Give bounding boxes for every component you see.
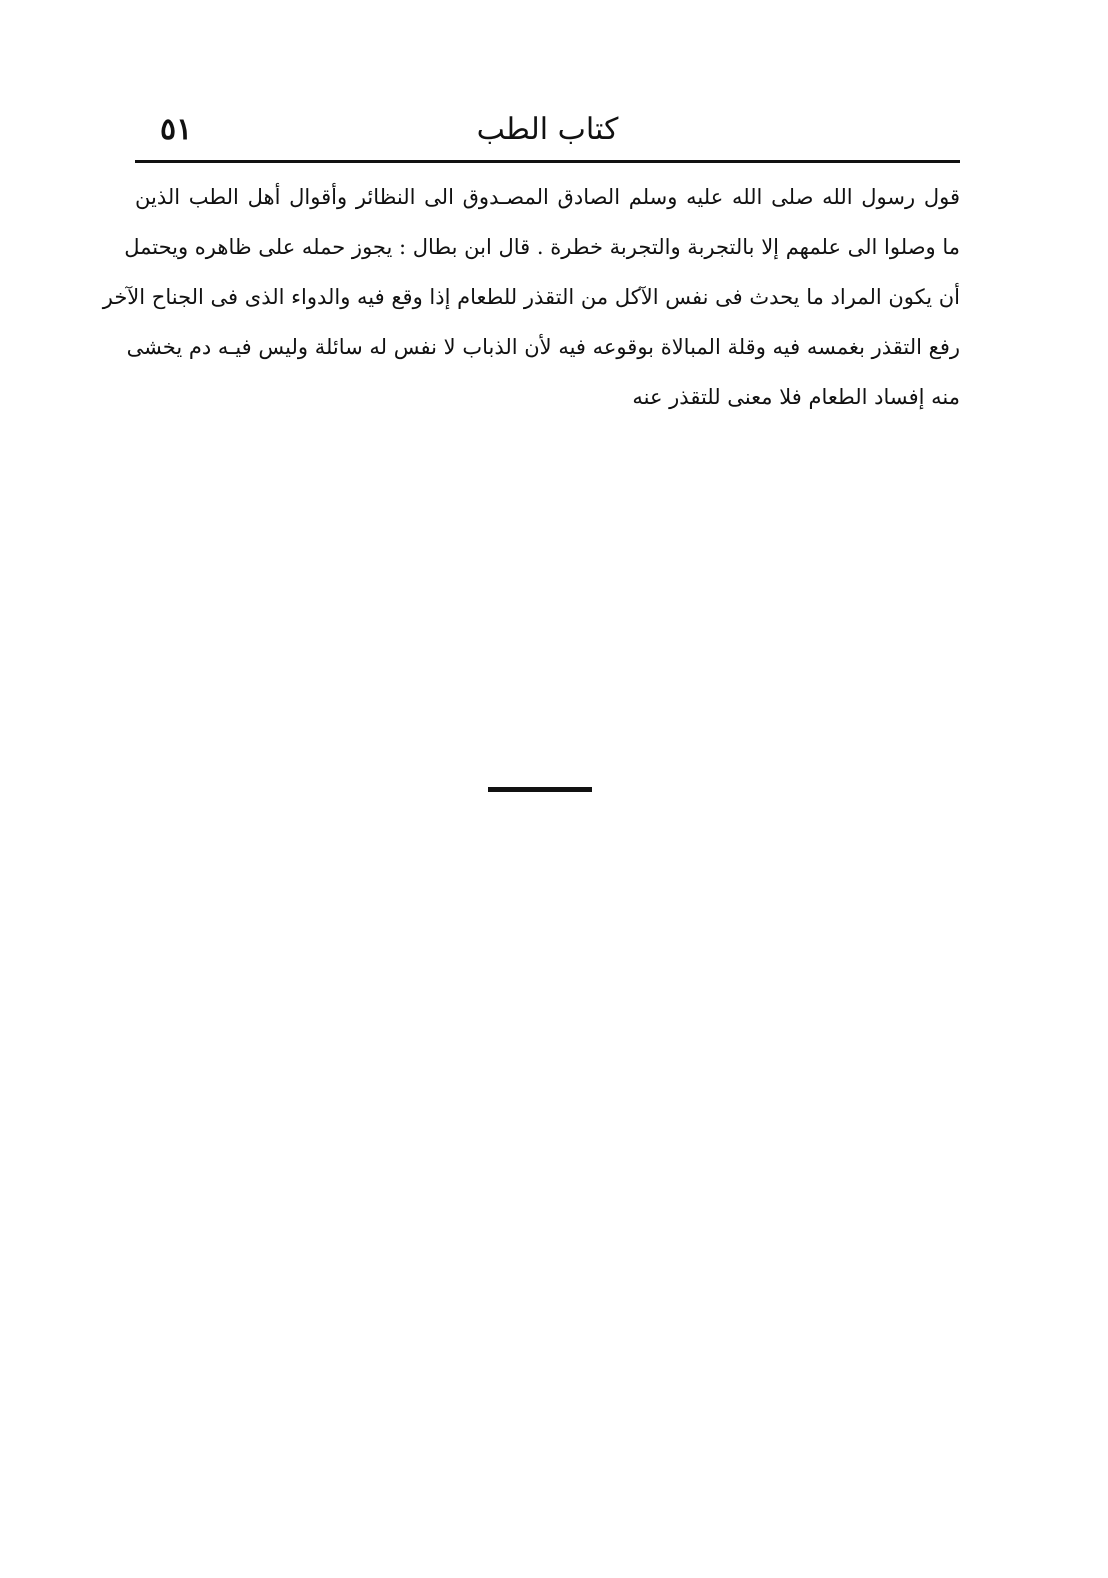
text-line-1: قول رسول الله صلى الله عليه وسلم الصادق المصـدوق الى النظائر وأقوال أهل الطب الذين: [135, 185, 960, 209]
text-line-2: ما وصلوا الى علمهم إلا بالتجربة والتجربة خطرة . قال ابن بطال : يجوز حمله على ظاهره ويحتمل: [124, 235, 960, 259]
page-number: ٥١: [160, 112, 193, 147]
text-line-3: أن يكون المراد ما يحدث فى نفس الآكل من التقذر للطعام إذا وقع فيه والدواء الذى فى الجناح الآخر: [102, 285, 960, 309]
section-end-rule: [488, 787, 592, 792]
page-header: [135, 108, 960, 158]
body-paragraph: [102, 172, 960, 422]
text-line-4: رفع التقذر بغمسه فيه وقلة المبالاة بوقوعه فيه لأن الذباب لا نفس له سائلة وليس فيـه دم يخشى: [126, 335, 960, 359]
text-line-5: منه إفساد الطعام فلا معنى للتقذر عنه: [632, 385, 960, 409]
running-title: كتاب الطب: [476, 112, 619, 147]
header-rule: [135, 160, 960, 163]
